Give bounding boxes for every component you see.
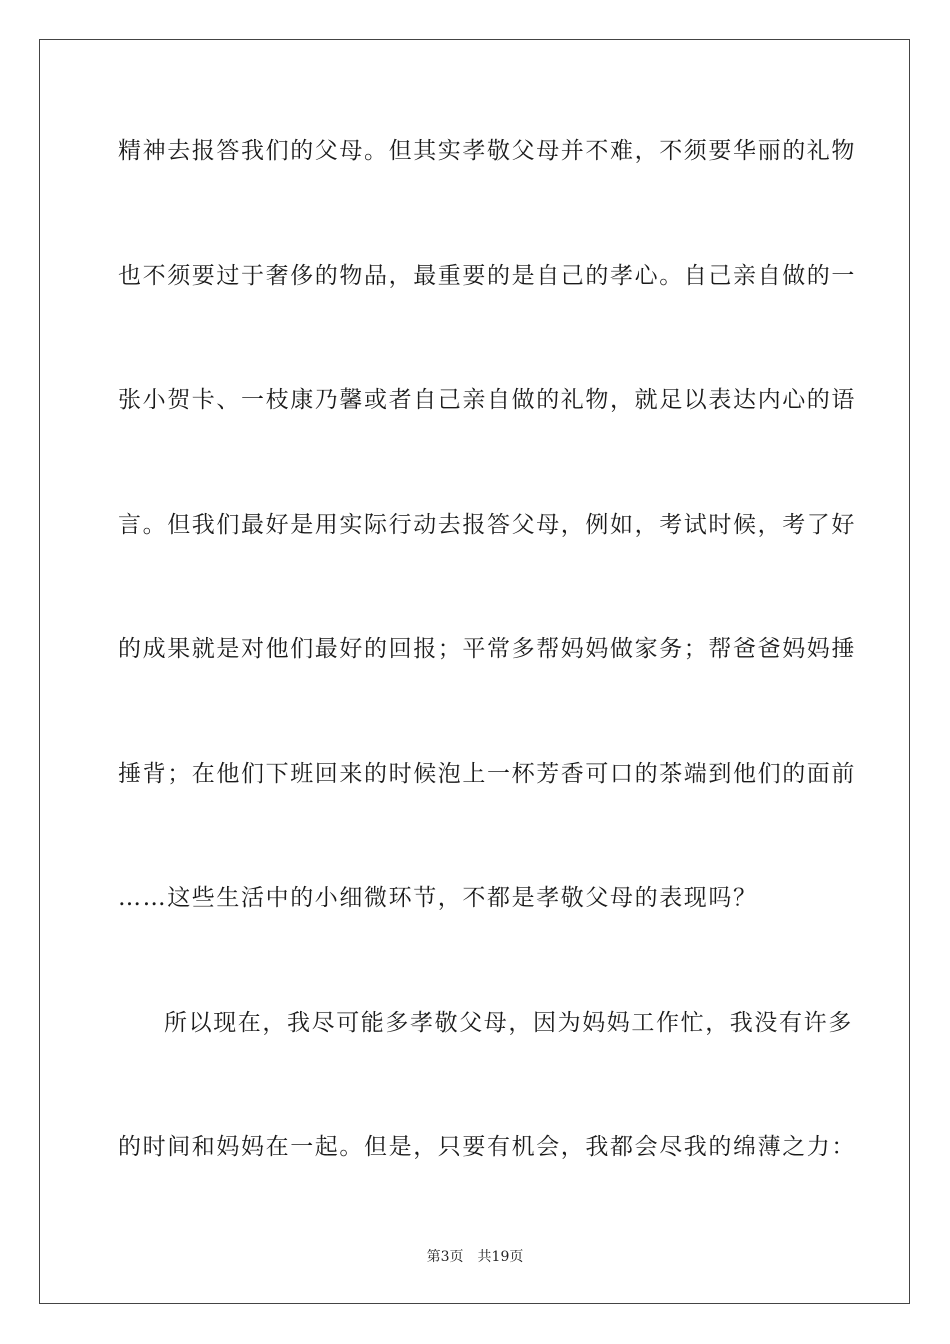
page-number: 第3页 (426, 1249, 464, 1265)
body-line-5: 的成果就是对他们最好的回报；平常多帮妈妈做家务；帮爸爸妈妈捶 (118, 636, 856, 662)
page-total: 共19页 (477, 1249, 524, 1265)
body-line-3: 张小贺卡、一枝康乃馨或者自己亲自做的礼物，就足以表达内心的语 (118, 387, 856, 413)
paragraph-2-line-2: 的时间和妈妈在一起。但是，只要有机会，我都会尽我的绵薄之力： (118, 1134, 856, 1160)
body-line-7: ……这些生活中的小细微环节，不都是孝敬父母的表现吗？ (118, 885, 758, 911)
body-line-4: 言。但我们最好是用实际行动去报答父母，例如，考试时候，考了好 (118, 512, 856, 538)
body-line-1: 精神去报答我们的父母。但其实孝敬父母并不难，不须要华丽的礼物 (118, 138, 856, 164)
paragraph-2-line-1: 所以现在，我尽可能多孝敬父母，因为妈妈工作忙，我没有许多 (164, 1010, 853, 1036)
body-line-6: 捶背；在他们下班回来的时候泡上一杯芳香可口的茶端到他们的面前 (118, 761, 856, 787)
page-border (39, 39, 910, 1304)
body-line-2: 也不须要过于奢侈的物品，最重要的是自己的孝心。自己亲自做的一 (118, 263, 856, 289)
page-footer (0, 1248, 950, 1266)
